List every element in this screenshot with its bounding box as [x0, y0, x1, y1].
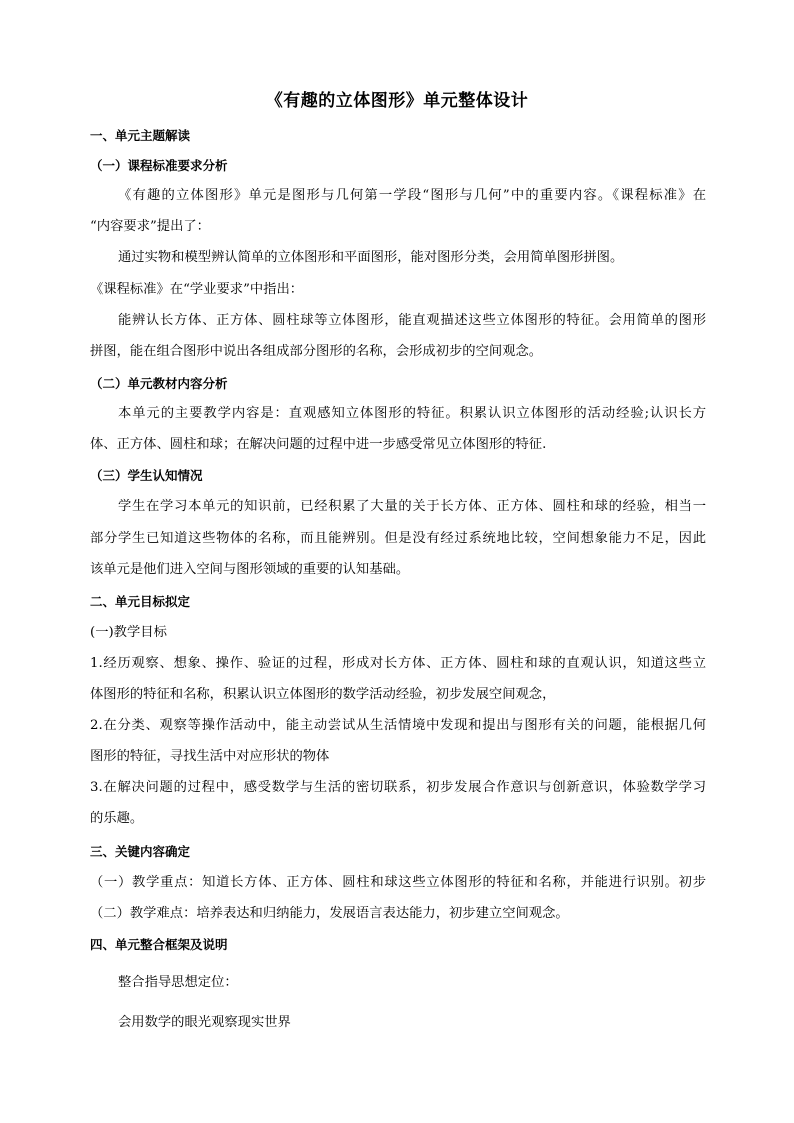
- paragraph-line: 《有趣的立体图形》单元是图形与几何第一学段“图形与几何”中的重要内容。《课程标准》在: [118, 188, 706, 203]
- paragraph-line: 会用数学的眼光观察现实世界: [118, 1015, 291, 1030]
- paragraph-line: 该单元是他们进入空间与图形领域的重要的认知基础。: [90, 562, 410, 577]
- goal-item-line: 3.在解决问题的过程中，感受数学与生活的密切联系，初步发展合作意识与创新意识，体验数学学习: [90, 780, 706, 795]
- paragraph-line: 通过实物和模型辨认简单的立体图形和平面图形，能对图形分类，会用简单图形拼图。: [118, 250, 624, 265]
- subsection-heading-1-2: （二）单元教材内容分析: [90, 376, 228, 391]
- section-heading-3: 三、关键内容确定: [90, 844, 191, 859]
- section-heading-4: 四、单元整合框架及说明: [90, 937, 228, 952]
- paragraph-line: 整合指导思想定位：: [118, 975, 238, 990]
- paragraph-line: 部分学生已知道这些物体的名称，而且能辨别。但是没有经过系统地比较，空间想象能力不足，因此: [90, 531, 706, 546]
- goal-item-line: 的乐趣。: [90, 811, 144, 826]
- key-content-line: （二）教学难点：培养表达和归纳能力，发展语言表达能力，初步建立空间观念。: [90, 906, 569, 921]
- subsection-heading-2-1: (一)教学目标: [90, 625, 167, 640]
- paragraph-line: 体、正方体、圆柱和球；在解决问题的过程中进一步感受常见立体图形的特征.: [90, 437, 547, 452]
- paragraph-line: “内容要求”提出了：: [90, 219, 210, 234]
- paragraph-line: 能辨认长方体、正方体、圆柱球等立体图形，能直观描述这些立体图形的特征。会用简单的图形: [118, 313, 706, 328]
- section-heading-2: 二、单元目标拟定: [90, 594, 191, 609]
- goal-item-line: 体图形的特征和名称，积累认识立体图形的数学活动经验，初步发展空间观念，: [90, 687, 556, 702]
- page-title: 《有趣的立体图形》单元整体设计: [265, 91, 529, 111]
- goal-item-line: 图形的特征，寻找生活中对应形状的物体: [90, 749, 330, 764]
- key-content-line: （一）教学重点：知道长方体、正方体、圆柱和球这些立体图形的特征和名称，并能进行识别。初步: [90, 875, 706, 890]
- goal-item-line: 2.在分类、观察等操作活动中，能主动尝试从生活情境中发现和提出与图形有关的问题，能根据几何: [90, 718, 706, 733]
- subsection-heading-1-1: （一）课程标准要求分析: [90, 158, 228, 173]
- paragraph-line: 本单元的主要教学内容是：直观感知立体图形的特征。积累认识立体图形的活动经验;认识长方: [118, 406, 706, 421]
- paragraph-line: 《课程标准》在“学业要求”中指出：: [90, 282, 304, 297]
- paragraph-line: 拼图，能在组合图形中说出各组成部分图形的名称，会形成初步的空间观念。: [90, 344, 543, 359]
- paragraph-line: 学生在学习本单元的知识前，已经积累了大量的关于长方体、正方体、圆柱和球的经验，相当一: [118, 499, 706, 514]
- subsection-heading-1-3: （三）学生认知情况: [90, 468, 203, 483]
- goal-item-line: 1.经历观察、想象、操作、验证的过程，形成对长方体、正方体、圆柱和球的直观认识，知道这些立: [90, 656, 706, 671]
- section-heading-1: 一、单元主题解读: [90, 128, 191, 143]
